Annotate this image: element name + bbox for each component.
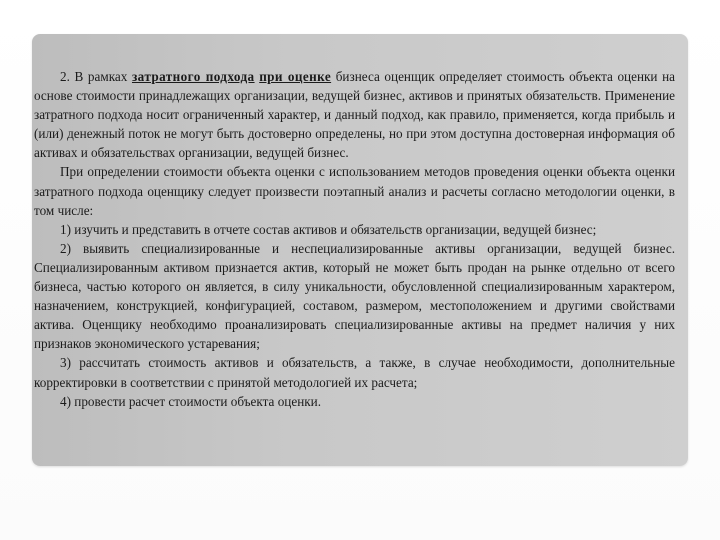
list-item-1: 1) изучить и представить в отчете состав активов и обязательств организации, ведущей бизнес; [60, 221, 597, 237]
paragraph-procedure: При определении стоимости объекта оценки с использованием методов проведения оценки объекта оценки затратного подхода оценщику следует произвести поэтапный анализ и расчеты согласно методологии оценки, в том числе: [34, 164, 675, 218]
paragraph-approach [34, 67, 675, 162]
list-item-3: 3) рассчитать стоимость активов и обязательств, а также, в случае необходимости, дополнительные корректировки в соответствии с принятой методологией их расчета; [34, 355, 675, 390]
paragraph-body: бизнеса оценщик определяет стоимость объекта оценки на основе стоимости принадлежащих организации, ведущей бизнес, активов и принятых обязательств. Применение затратного подхода носит ограниченный характер, и данный подход, как правило, применяется, когда прибыль и (или) денежный поток не могут быть достоверно определены, но при этом доступна достоверная информация об активах и обязательствах организации, ведущей бизнес. [34, 69, 676, 161]
paragraph-number: 2. В рамках [60, 69, 132, 84]
list-item-4: 4) провести расчет стоимости объекта оценки. [60, 393, 322, 409]
underlined-term-in-valuation: при оценке [259, 69, 332, 84]
document-text [34, 67, 675, 411]
list-item-2: 2) выявить специализированные и неспециализированные активы организации, ведущей бизнес. Специализированным активом признается актив, который не может быть продан на рынке отдельно от всего бизнеса, частью которого он является, в силу уникальности, обусловленной специализированным характером, назначением, конструкцией, конфигурацией, составом, размером, местоположением и другими свойствами актива. Оценщику необходимо проанализировать специализированные активы на предмет наличия у них признаков экономического устаревания; [34, 240, 675, 352]
underlined-term-cost-approach: затратного подхода [131, 69, 255, 84]
